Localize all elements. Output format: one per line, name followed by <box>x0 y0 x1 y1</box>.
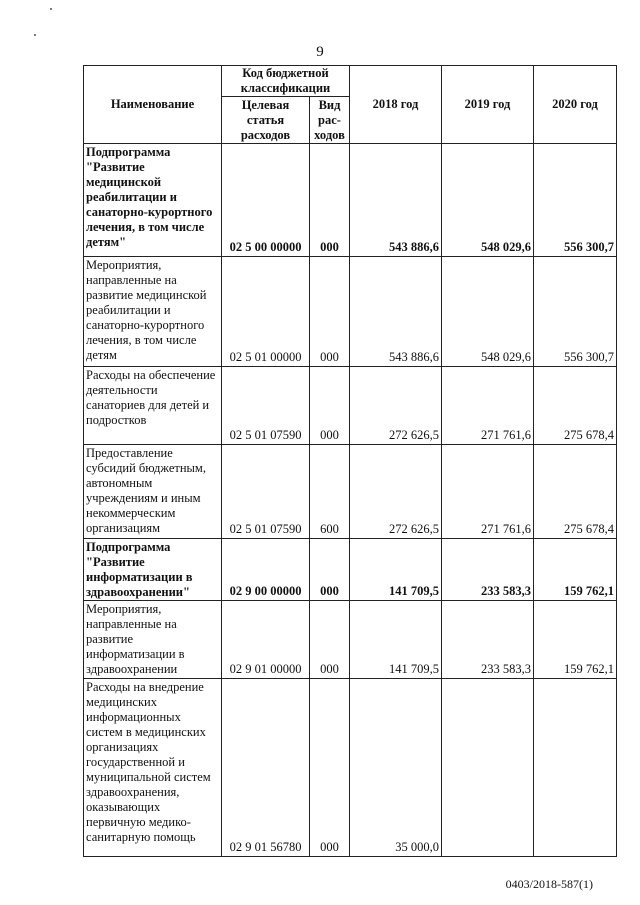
header-2018: 2018 год <box>350 66 442 144</box>
row-2019: 271 761,6 <box>442 445 534 539</box>
table-header <box>84 66 617 144</box>
row-name: Мероприятия, направленные на развитие медицинской реабилитации и санаторно-курортного лечения, в том числе детям <box>84 257 222 367</box>
row-2019: 271 761,6 <box>442 367 534 445</box>
row-name: Предоставление субсидий бюджетным, автономным учреждениям и иным некоммерческим организациям <box>84 445 222 539</box>
row-2018: 141 709,5 <box>350 601 442 679</box>
header-target: Целевая статья расходов <box>222 97 310 144</box>
row-type: 000 <box>310 601 350 679</box>
header-name: Наименование <box>84 66 222 144</box>
row-2019: 548 029,6 <box>442 144 534 257</box>
row-type: 000 <box>310 144 350 257</box>
scan-speck <box>50 8 52 10</box>
document-footer-code: 0403/2018-587(1) <box>505 877 593 891</box>
table-row <box>84 257 617 367</box>
row-type: 000 <box>310 257 350 367</box>
row-2020: 275 678,4 <box>534 367 617 445</box>
row-2020: 556 300,7 <box>534 257 617 367</box>
header-2019: 2019 год <box>442 66 534 144</box>
header-2020: 2020 год <box>534 66 617 144</box>
row-code: 02 9 01 56780 <box>222 679 310 857</box>
row-type: 600 <box>310 445 350 539</box>
header-type: Вид рас-ходов <box>310 97 350 144</box>
table-row <box>84 679 617 857</box>
row-2020: 159 762,1 <box>534 539 617 601</box>
row-2018: 272 626,5 <box>350 367 442 445</box>
row-type: 000 <box>310 679 350 857</box>
row-name: Подпрограмма "Развитие медицинской реабилитации и санаторно-курортного лечения, в том числе детям" <box>84 144 222 257</box>
row-2020: 275 678,4 <box>534 445 617 539</box>
page-number: 9 <box>316 44 324 60</box>
budget-table <box>83 65 617 857</box>
header-kbk: Код бюджетной классификации <box>222 66 350 97</box>
row-2018: 35 000,0 <box>350 679 442 857</box>
row-code: 02 5 01 07590 <box>222 445 310 539</box>
row-2019: 548 029,6 <box>442 257 534 367</box>
row-2018: 543 886,6 <box>350 144 442 257</box>
table-row <box>84 445 617 539</box>
row-code: 02 5 01 00000 <box>222 257 310 367</box>
row-2019 <box>442 679 534 857</box>
row-name: Расходы на внедрение медицинских информационных систем в медицинских организациях государственной и муниципальной систем здравоохранения, оказывающих первичную медико-санитарную помощь <box>84 679 222 857</box>
row-type: 000 <box>310 539 350 601</box>
row-name: Мероприятия, направленные на развитие информатизации в здравоохранении <box>84 601 222 679</box>
row-2020: 159 762,1 <box>534 601 617 679</box>
row-type: 000 <box>310 367 350 445</box>
scan-speck <box>34 34 36 36</box>
table-row <box>84 539 617 601</box>
table-row <box>84 144 617 257</box>
row-code: 02 9 00 00000 <box>222 539 310 601</box>
row-name: Подпрограмма "Развитие информатизации в здравоохранении" <box>84 539 222 601</box>
table-row <box>84 601 617 679</box>
row-2018: 272 626,5 <box>350 445 442 539</box>
row-2018: 543 886,6 <box>350 257 442 367</box>
row-2019: 233 583,3 <box>442 601 534 679</box>
row-code: 02 9 01 00000 <box>222 601 310 679</box>
row-2020: 556 300,7 <box>534 144 617 257</box>
row-2020 <box>534 679 617 857</box>
table-row <box>84 367 617 445</box>
row-2019: 233 583,3 <box>442 539 534 601</box>
row-2018: 141 709,5 <box>350 539 442 601</box>
row-code: 02 5 00 00000 <box>222 144 310 257</box>
row-code: 02 5 01 07590 <box>222 367 310 445</box>
row-name: Расходы на обеспечение деятельности санаториев для детей и подростков <box>84 367 222 445</box>
